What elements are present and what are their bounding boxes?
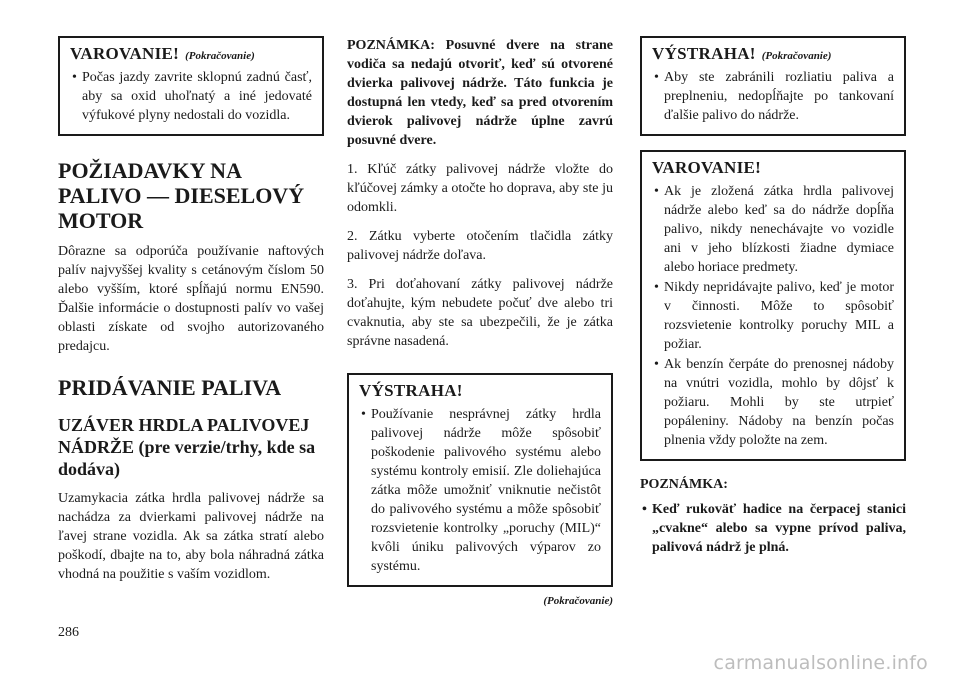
caution-list: [359, 405, 601, 576]
warning-box-title: [70, 44, 312, 64]
column-middle: [347, 36, 613, 607]
note-sliding-door: POZNÁMKA: Posuvné dvere na strane vodiča sa nedajú otvoriť, keď sú otvorené dvierka palivovej nádrže. Táto funkcia je dostupná len vtedy, keď sa pred otvorením dvierok palivovej nádrže úplne zavrú posuvné dvere.: [347, 38, 613, 148]
warning-title-right: VAROVANIE!: [652, 158, 762, 177]
caution-box-title: [652, 44, 894, 64]
column-right: [640, 36, 906, 558]
caution-box: [347, 373, 613, 587]
warning-title: VAROVANIE!: [70, 44, 180, 63]
page-number: 286: [58, 625, 79, 640]
heading-adding-fuel: PRIDÁVANIE PALIVA: [58, 375, 282, 400]
step-1: 1. Kľúč zátky palivovej nádrže vložte do kľúčovej zámky a otočte ho doprava, aby ste ju odomkli.: [347, 162, 613, 215]
warning-box: [640, 150, 906, 461]
caution-subtitle: (Pokračovanie): [761, 50, 832, 62]
note-list: [640, 500, 906, 557]
note-heading: POZNÁMKA:: [640, 477, 728, 492]
heading-fuel-cap: UZÁVER HRDLA PALIVOVEJ NÁDRŽE (pre verzie/trhy, kde sa dodáva): [58, 415, 316, 479]
paragraph-fuel-cap: Uzamykacia zátka hrdla palivovej nádrže sa nachádza za dvierkami palivovej nádrže na ľavej strane vozidla. Ak sa zátka stratí alebo poškodí, dbajte na to, aby bola náhradná zátka vhodná na použitie s vaším vozidlom.: [58, 491, 324, 582]
warning-item: • Počas jazdy zavrite sklopnú zadnú časť, aby sa oxid uhoľnatý a iné jedovaté výfukové plyny nedostali do vozidla.: [70, 68, 312, 125]
warning-item: • Ak je zložená zátka hrdla palivovej nádrže alebo keď sa do nádrže dopĺňa palivo, nikdy nenechávajte vo vozidle ani v jeho blízkosti žiadne dymiace alebo horiace predmety.: [652, 182, 894, 277]
warning-subtitle: (Pokračovanie): [185, 50, 255, 62]
warning-item: • Ak benzín čerpáte do prenosnej nádoby na vnútri vozidla, mohlo by dôjsť k požiaru. Mohli by ste utrpieť popáleniny. Nádoby na benzín počas plnenia vždy položte na zem.: [652, 355, 894, 450]
note-item: • Keď rukoväť hadice na čerpacej stanici „cvakne“ alebo sa vypne prívod paliva, palivová nádrž je plná.: [640, 500, 906, 557]
step-2: 2. Zátku vyberte otočením tlačidla zátky palivovej nádrže doľava.: [347, 229, 613, 263]
caution-box-continued: [640, 36, 906, 136]
caution-item: • Používanie nesprávnej zátky hrdla palivovej nádrže môže spôsobiť poškodenie palivového systému alebo systému kontroly emisií. Zle doliehajúca zátka môže umožniť vniknutie nečistôt do palivového systému a môže spôsobiť rozsvietenie kontrolky „poruchy (MIL)“ kvôli úniku palivových výparov zo systému.: [359, 405, 601, 576]
step-3: 3. Pri doťahovaní zátky palivovej nádrže doťahujte, kým nebudete počuť dve alebo tri cvaknutia, aby ste sa ubezpečili, že je zátka správne nasadená.: [347, 277, 613, 349]
warning-list-right: [652, 182, 894, 450]
warning-list: [70, 68, 312, 125]
warning-item: • Nikdy nepridávajte palivo, keď je motor v činnosti. Môže to spôsobiť rozsvietenie kontrolky poruchy MIL a požiar.: [652, 278, 894, 354]
caution-title-right: VÝSTRAHA!: [652, 44, 756, 63]
column-left: [58, 36, 324, 584]
caution-list-right: [652, 68, 894, 125]
heading-fuel-requirements: POŽIADAVKY NA PALIVO — DIESELOVÝ MOTOR: [58, 158, 305, 233]
continued-label: (Pokračovanie): [543, 595, 613, 607]
caution-item: • Aby ste zabránili rozliatiu paliva a preplneniu, nedopĺňajte po tankovaní ďalšie palivo do nádrže.: [652, 68, 894, 125]
watermark: carmanualsonline.info: [713, 652, 928, 674]
caution-title: VÝSTRAHA!: [359, 381, 463, 400]
warning-box-continued: [58, 36, 324, 136]
paragraph-fuel-requirements: Dôrazne sa odporúča používanie naftových palív najvyššej kvality s cetánovým číslom 50 alebo vyšším, ktoré spĺňajú normu EN590. Ďalšie informácie o dostupnosti palív vo vašej oblasti získate od svojho autorizovaného predajcu.: [58, 244, 324, 354]
